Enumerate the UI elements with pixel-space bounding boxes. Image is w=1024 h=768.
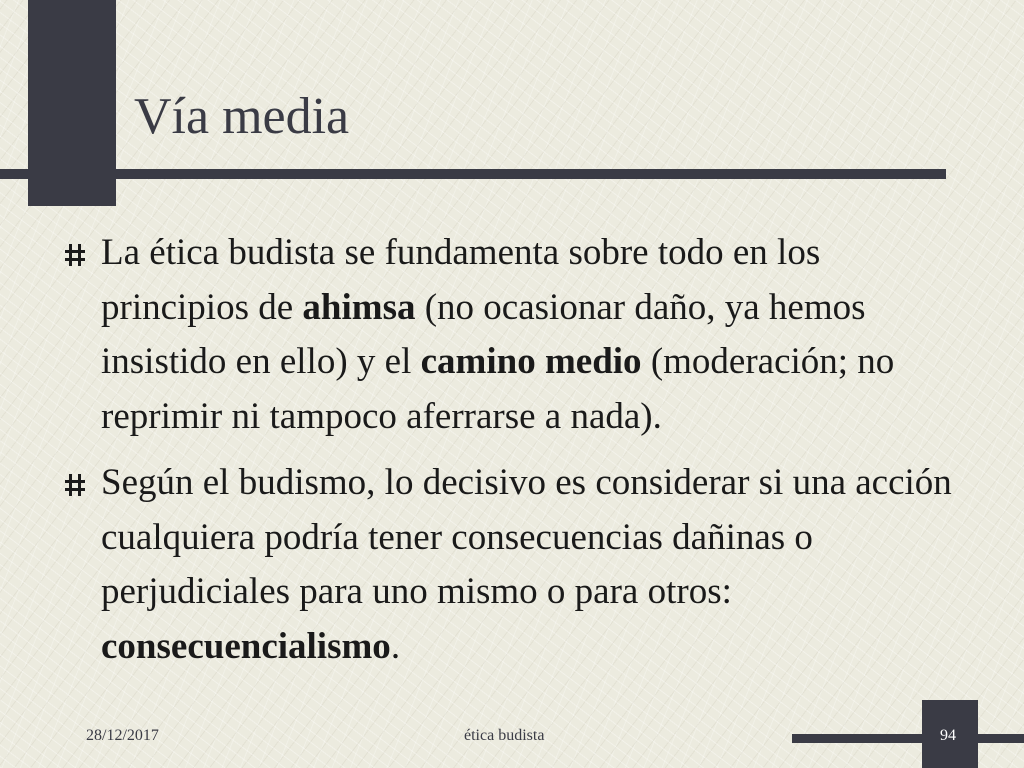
text-segment: Según el budismo, lo decisivo es considerar si una acción cualquiera podría tener consecuencias dañinas o perjudiciales para uno mismo o para otros:	[101, 462, 952, 612]
hash-bullet-icon	[65, 474, 85, 496]
bold-term-camino-medio: camino medio	[420, 341, 642, 382]
hash-bullet-icon	[65, 244, 85, 266]
text-segment: .	[390, 625, 401, 667]
bullet-text	[101, 232, 894, 437]
text-segment: (no ocasionar daño, ya hemos insistido en ello) y el	[101, 286, 866, 382]
text-segment: La ética budista se fundamenta sobre todo en los principios de	[101, 232, 821, 328]
bullet-text	[101, 462, 952, 667]
title-underline-bar	[0, 169, 946, 179]
footer-bar	[792, 734, 1024, 743]
bullet-list	[60, 226, 970, 686]
bullet-item	[60, 226, 970, 444]
text-segment: (moderación; no reprimir ni tampoco aferrarse a nada).	[101, 341, 895, 437]
page-number: 94	[940, 727, 956, 744]
footer-date: 28/12/2017	[86, 727, 159, 744]
bold-term-consecuencialismo: consecuencialismo	[101, 625, 391, 667]
slide-title: Vía media	[134, 88, 350, 145]
bold-term-ahimsa: ahimsa	[302, 286, 416, 328]
footer-title: ética budista	[464, 727, 545, 744]
bullet-item	[60, 456, 970, 674]
